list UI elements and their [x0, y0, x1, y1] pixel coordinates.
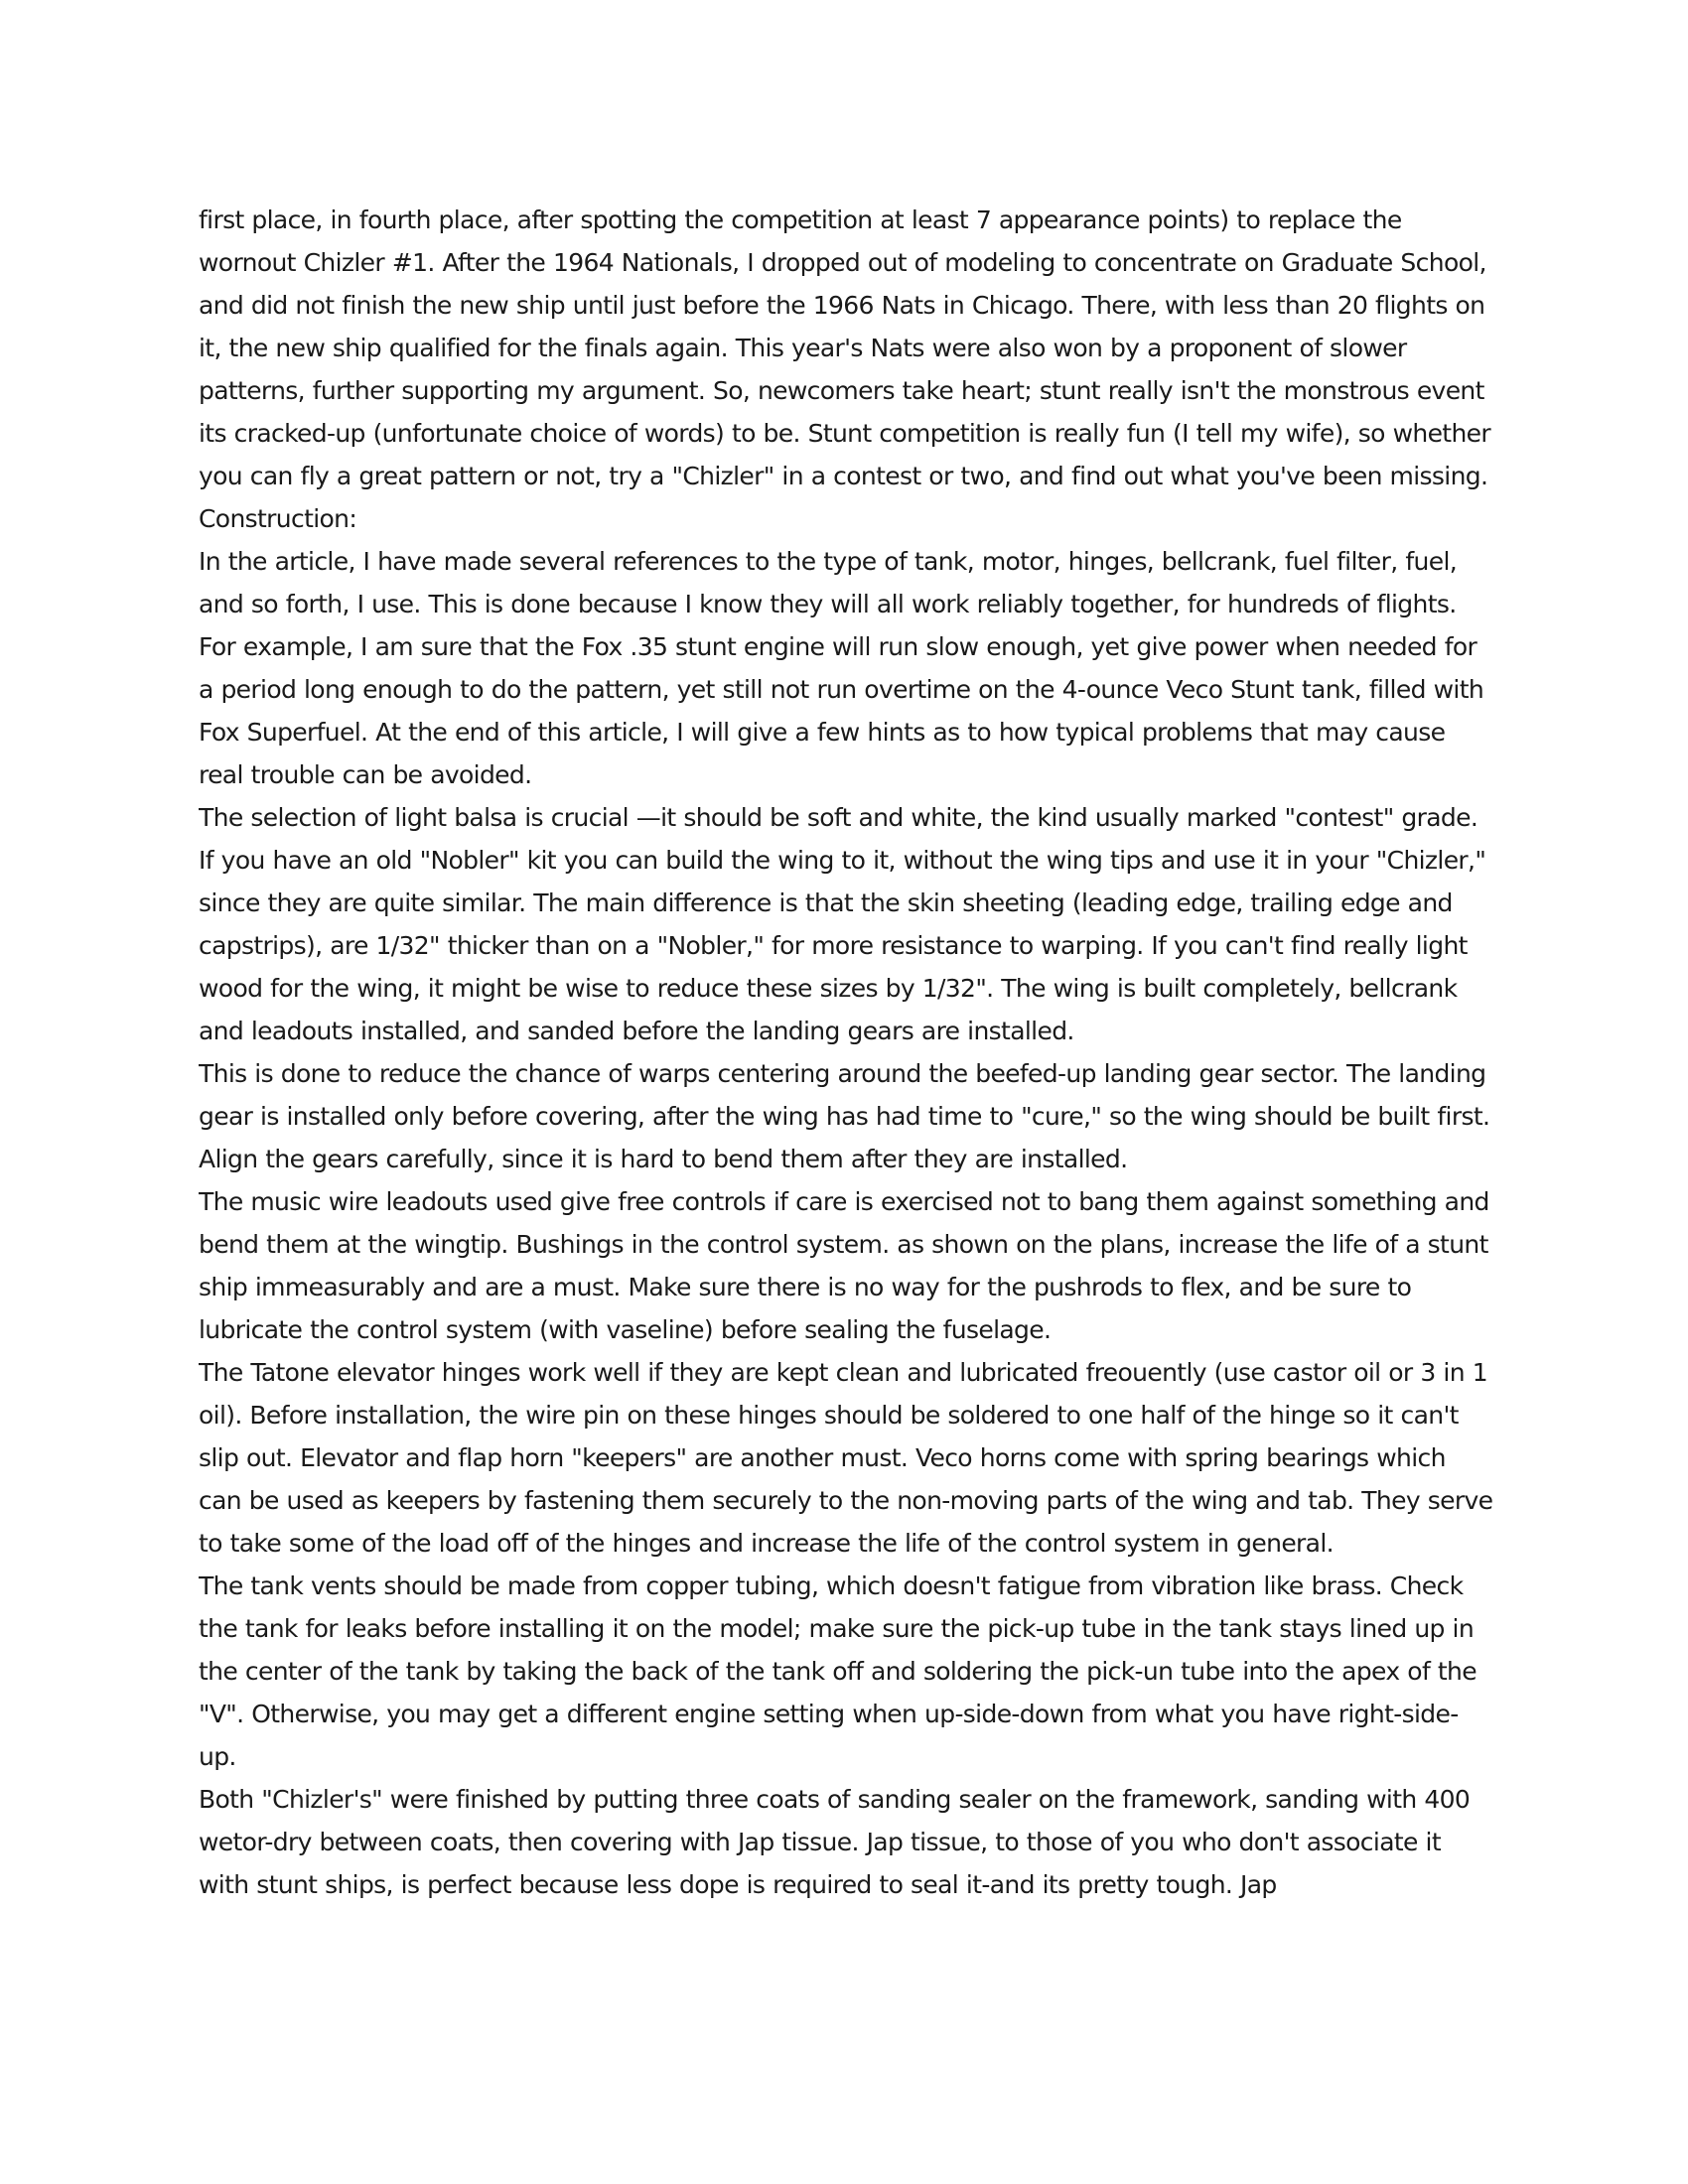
- paragraph-introduction-end: first place, in fourth place, after spotting the competition at least 7 appearance points) to replace the wornout Chizler #1. After the 1964 Nationals, I dropped out of modeling to concentrate on Graduate School, and did not finish the new ship until just before the 1966 Nats in Chicago. There, with less than 20 flights on it, the new ship qualified for the finals again. This year's Nats were also won by a proponent of slower patterns, further supporting my argument. So, newcomers take heart; stunt really isn't the monstrous event its cracked-up (unfortunate choice of words) to be. Stunt competition is really fun (I tell my wife), so whether you can fly a great pattern or not, try a "Chizler" in a contest or two, and find out what you've been missing.: [199, 205, 1491, 490]
- section-heading-construction: Construction:: [199, 504, 357, 533]
- document-page: [199, 199, 1494, 2035]
- paragraph-balsa-selection: The selection of light balsa is crucial —it should be soft and white, the kind usually marked "contest" grade. If you have an old "Nobler" kit you can build the wing to it, without the wing tips and use it in your "Chizler," since they are quite similar. The main difference is that the skin sheeting (leading edge, trailing edge and capstrips), are 1/32" thicker than on a "Nobler," for more resistance to warping. If you can't find really light wood for the wing, it might be wise to reduce these sizes by 1/32". The wing is built completely, bellcrank and leadouts installed, and sanded before the landing gears are installed.: [199, 803, 1486, 1045]
- paragraph-component-references: In the article, I have made several references to the type of tank, motor, hinges, bellcrank, fuel filter, fuel, and so forth, I use. This is done because I know they will all work reliably together, for hundreds of flights. For example, I am sure that the Fox .35 stunt engine will run slow enough, yet give power when needed for a period long enough to do the pattern, yet still not run overtime on the 4-ounce Veco Stunt tank, filled with Fox Superfuel. At the end of this article, I will give a few hints as to how typical problems that may cause real trouble can be avoided.: [199, 547, 1484, 789]
- paragraph-landing-gear: This is done to reduce the chance of warps centering around the beefed-up landing gear sector. The landing gear is installed only before covering, after the wing has had time to "cure," so the wing should be built first. Align the gears carefully, since it is hard to bend them after they are installed.: [199, 1059, 1490, 1173]
- paragraph-finishing: Both "Chizler's" were finished by putting three coats of sanding sealer on the framework, sanding with 400 wetor-dry between coats, then covering with Jap tissue. Jap tissue, to those of you who don't associate it with stunt ships, is perfect because less dope is required to seal it-and its pretty tough. Jap: [199, 1785, 1471, 1899]
- paragraph-tank-vents: The tank vents should be made from copper tubing, which doesn't fatigue from vibration like brass. Check the tank for leaks before installing it on the model; make sure the pick-up tube in the tank stays lined up in the center of the tank by taking the back of the tank off and soldering the pick-un tube into the apex of the "V". Otherwise, you may get a different engine setting when up-side-down from what you have right-side-up.: [199, 1571, 1477, 1771]
- paragraph-hinges: The Tatone elevator hinges work well if they are kept clean and lubricated freouently (use castor oil or 3 in 1 oil). Before installation, the wire pin on these hinges should be soldered to one half of the hinge so it can't slip out. Elevator and flap horn "keepers" are another must. Veco horns come with spring bearings which can be used as keepers by fastening them securely to the non-moving parts of the wing and tab. They serve to take some of the load off of the hinges and increase the life of the control system in general.: [199, 1358, 1493, 1558]
- paragraph-leadouts-controls: The music wire leadouts used give free controls if care is exercised not to bang them against something and bend them at the wingtip. Bushings in the control system. as shown on the plans, increase the life of a stunt ship immeasurably and are a must. Make sure there is no way for the pushrods to flex, and be sure to lubricate the control system (with vaseline) before sealing the fuselage.: [199, 1187, 1489, 1344]
